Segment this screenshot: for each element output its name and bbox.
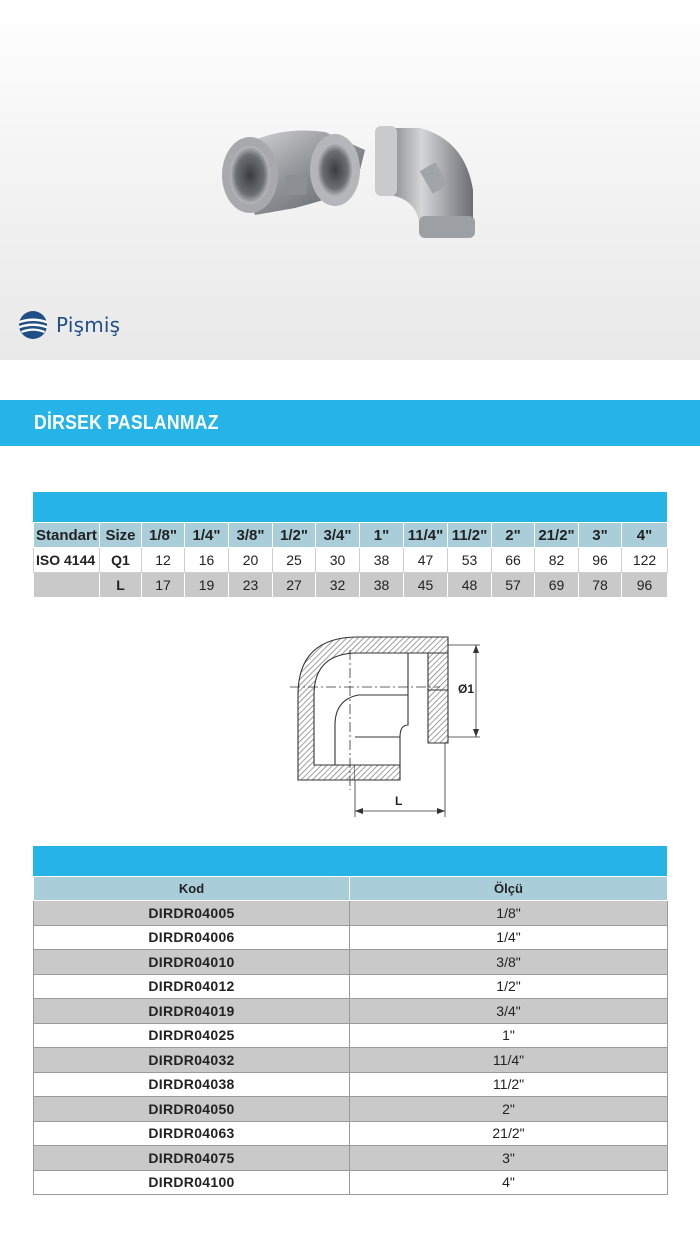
- value-cell: 69: [535, 573, 579, 598]
- kod-cell: DIRDR04063: [34, 1121, 350, 1146]
- header-cell: 11/4": [404, 523, 448, 548]
- header-cell: 21/2": [535, 523, 579, 548]
- table-row: [34, 1121, 668, 1146]
- kod-cell: DIRDR04032: [34, 1048, 350, 1073]
- title-bar: [0, 400, 700, 446]
- value-cell: 122: [622, 548, 668, 573]
- value-cell: 38: [360, 573, 404, 598]
- header-cell: 1/8": [142, 523, 185, 548]
- value-cell: 32: [316, 573, 360, 598]
- table-row: [34, 974, 668, 999]
- dimension-table-header-bar: [33, 492, 667, 522]
- olcu-cell: 2": [350, 1097, 668, 1122]
- kod-cell: DIRDR04050: [34, 1097, 350, 1122]
- value-cell: 48: [448, 573, 492, 598]
- length-label: L: [395, 794, 403, 808]
- table-row: [34, 1023, 668, 1048]
- header-cell: Standart: [34, 523, 100, 548]
- dimension-row-q1: [34, 548, 668, 573]
- standard-cell: ISO 4144: [34, 548, 100, 573]
- table-row: [34, 1072, 668, 1097]
- value-cell: 47: [404, 548, 448, 573]
- header-cell: 3": [579, 523, 622, 548]
- brand-name: Pişmiş: [56, 313, 121, 337]
- header-cell: 2": [492, 523, 535, 548]
- olcu-cell: 1/8": [350, 901, 668, 926]
- code-table-header-bar: [33, 846, 667, 876]
- product-hero: [0, 0, 700, 360]
- olcu-cell: 21/2": [350, 1121, 668, 1146]
- kod-cell: DIRDR04100: [34, 1170, 350, 1195]
- header-cell: 3/8": [229, 523, 273, 548]
- table-row: [34, 999, 668, 1024]
- elbow-fittings-photo: [215, 120, 485, 245]
- brand-logo: [18, 310, 120, 340]
- code-table-header-row: [34, 877, 668, 901]
- table-row: [34, 1097, 668, 1122]
- standard-cell: [34, 573, 100, 598]
- value-cell: 53: [448, 548, 492, 573]
- header-cell: Size: [100, 523, 142, 548]
- value-cell: 78: [579, 573, 622, 598]
- page-title: DİRSEK PASLANMAZ: [34, 412, 219, 434]
- header-cell: 1/2": [273, 523, 316, 548]
- code-table: [33, 876, 668, 1195]
- table-row: [34, 1170, 668, 1195]
- value-cell: 30: [316, 548, 360, 573]
- value-cell: 82: [535, 548, 579, 573]
- olcu-cell: 1/4": [350, 925, 668, 950]
- kod-cell: DIRDR04075: [34, 1146, 350, 1171]
- header-olcu: Ölçü: [350, 877, 668, 901]
- olcu-cell: 11/2": [350, 1072, 668, 1097]
- kod-cell: DIRDR04019: [34, 999, 350, 1024]
- value-cell: 96: [579, 548, 622, 573]
- value-cell: 38: [360, 548, 404, 573]
- value-cell: 12: [142, 548, 185, 573]
- value-cell: 66: [492, 548, 535, 573]
- elbow-technical-drawing: [280, 625, 500, 820]
- row-label-cell: L: [100, 573, 142, 598]
- value-cell: 20: [229, 548, 273, 573]
- value-cell: 19: [185, 573, 229, 598]
- value-cell: 25: [273, 548, 316, 573]
- header-cell: 11/2": [448, 523, 492, 548]
- olcu-cell: 3/4": [350, 999, 668, 1024]
- table-row: [34, 950, 668, 975]
- table-row: [34, 925, 668, 950]
- dimension-row-l: [34, 573, 668, 598]
- row-label-cell: Q1: [100, 548, 142, 573]
- value-cell: 45: [404, 573, 448, 598]
- dimension-table-section: [33, 492, 667, 598]
- olcu-cell: 11/4": [350, 1048, 668, 1073]
- kod-cell: DIRDR04010: [34, 950, 350, 975]
- value-cell: 23: [229, 573, 273, 598]
- value-cell: 16: [185, 548, 229, 573]
- header-cell: 1": [360, 523, 404, 548]
- table-row: [34, 901, 668, 926]
- olcu-cell: 3/8": [350, 950, 668, 975]
- olcu-cell: 4": [350, 1170, 668, 1195]
- header-cell: 3/4": [316, 523, 360, 548]
- table-row: [34, 1146, 668, 1171]
- header-kod: Kod: [34, 877, 350, 901]
- kod-cell: DIRDR04025: [34, 1023, 350, 1048]
- kod-cell: DIRDR04012: [34, 974, 350, 999]
- dimension-table: [33, 522, 668, 598]
- value-cell: 17: [142, 573, 185, 598]
- code-table-section: [33, 846, 667, 1195]
- olcu-cell: 1": [350, 1023, 668, 1048]
- waves-logo-icon: [18, 310, 48, 340]
- kod-cell: DIRDR04006: [34, 925, 350, 950]
- value-cell: 57: [492, 573, 535, 598]
- olcu-cell: 1/2": [350, 974, 668, 999]
- value-cell: 96: [622, 573, 668, 598]
- table-row: [34, 1048, 668, 1073]
- diameter-label: Ø1: [458, 682, 475, 696]
- olcu-cell: 3": [350, 1146, 668, 1171]
- value-cell: 27: [273, 573, 316, 598]
- dimension-table-header-row: [34, 523, 668, 548]
- kod-cell: DIRDR04005: [34, 901, 350, 926]
- header-cell: 1/4": [185, 523, 229, 548]
- kod-cell: DIRDR04038: [34, 1072, 350, 1097]
- header-cell: 4": [622, 523, 668, 548]
